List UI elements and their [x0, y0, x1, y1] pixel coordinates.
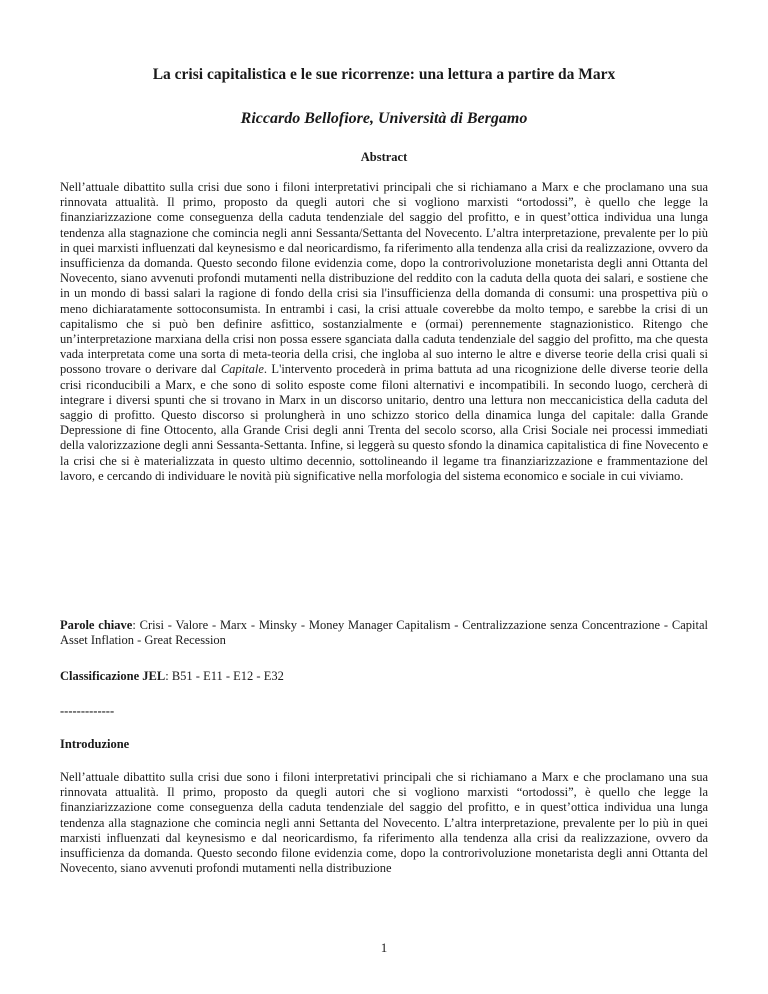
intro-paragraph: Nell’attuale dibattito sulla crisi due sono i filoni interpretativi principali che si richiamano a Marx e che proclamano una sua rinnovata attualità. Il primo, proposto da quegli autori che si vogliono marxisti “ortodossi”, è quello che legge la finanziarizzazione come conseguenza della caduta tendenziale del saggio del profitto, e in quest’ottica individua una lunga tendenza alla stagnazione che comincia negli anni Settanta del Novecento. L’altra interpretazione, prevalente per lo più in quei marxisti influenzati dal keynesismo e dal neoricardismo, fa riferimento alla tendenza alla crisi da realizzazione, ovvero da insufficienza da domanda. Questo secondo filone evidenzia come, dopo la controrivoluzione monetarista degli anni Ottanta del Novecento, siano avvenuti profondi mutamenti nella distribuzione [60, 770, 708, 876]
jel-label: Classificazione JEL [60, 669, 166, 683]
section-separator: ------------- [60, 704, 115, 718]
abstract-heading: Abstract [360, 150, 408, 164]
jel-text: : B51 - E11 - E12 - E32 [165, 669, 284, 683]
keywords-label: Parole chiave [60, 618, 133, 632]
jel-paragraph [60, 669, 708, 684]
paper-title: La crisi capitalistica e le sue ricorrenze: una lettura a partire da Marx [152, 66, 616, 83]
intro-heading: Introduzione [60, 737, 130, 751]
page-number: 1 [380, 940, 388, 955]
abstract-text-part1: Nell’attuale dibattito sulla crisi due sono i filoni interpretativi principali che si richiamano a Marx e che proclamano una sua rinnovata attualità. Il primo, proposto da quegli autori che si vogliono marxisti “ortodossi”, è quello che legge la finanziarizzazione come conseguenza della caduta tendenziale del saggio del profitto, e in quest’ottica individua una lunga tendenza alla stagnazione che comincia negli anni Sessanta/Settanta del Novecento. L’altra interpretazione, prevalente per lo più in quei marxisti influenzati dal keynesismo e dal neoricardismo, fa riferimento alla tendenza alla crisi da realizzazione, ovvero da insufficienza da domanda. Questo secondo filone evidenzia come, dopo la controrivoluzione monetarista degli anni Ottanta del Novecento, siano avvenuti profondi mutamenti nella distribuzione del reddito con la caduta della quota dei salari, e sostiene che in un mondo di bassi salari la ragione di fondo della crisi sia l'insufficienza della domanda di consumi: una prospettiva più o meno dichiaratamente sottoconsumista. In entrambi i casi, la crisi attuale coverebbe da molto tempo, e sarebbe la crisi di un capitalismo che si può ben definire asfittico, sostanzialmente e (ormai) perennemente stagnazionistico. Ritengo che un’interpretazione marxiana della crisi non possa essere sganciata dalla caduta tendenziale del saggio del profitto, ma che questa vada interpretata come una sorta di meta-teoria della crisi, che ingloba al suo interno le altre e diverse teorie della crisi quali si possono trovare o derivare dal [60, 180, 708, 377]
abstract-capitale-italic: Capitale [220, 362, 264, 377]
keywords-paragraph [60, 618, 708, 648]
abstract-paragraph [60, 180, 708, 484]
paper-author: Riccardo Bellofiore, Università di Bergamo [240, 110, 528, 127]
abstract-text-part2: . L'intervento procederà in prima battuta ad una ricognizione delle diverse teorie della crisi riconducibili a Marx, e che sono di solito esposte come filoni alternativi e incompatibili. In secondo luogo, cercherà di integrare i diversi spunti che si trovano in Marx in un discorso unitario, dentro una lettura non meccanicistica della caduta del saggio di profitto. Questo discorso si prolungherà in uno schizzo storico della dinamica lunga del capitale: dalla Grande Depressione di fine Ottocento, alla Grande Crisi degli anni Trenta del secolo scorso, alla Crisi Sociale nei processi immediati della valorizzazione degli anni Sessanta-Settanta. Infine, si leggerà su questo sfondo la dinamica capitalistica di fine Novecento e la crisi che si è materializzata in questo ultimo decennio, sottolineando il legame tra finanziarizzazione e frammentazione del lavoro, e cercando di individuare le novità più significative nella morfologia del sistema economico e sociale in cui viviamo. [60, 362, 709, 483]
keywords-text: : Crisi - Valore - Marx - Minsky - Money Manager Capitalism - Centralizzazione senza Concentrazione - Capital Asset Inflation - Great Recession [60, 618, 708, 648]
